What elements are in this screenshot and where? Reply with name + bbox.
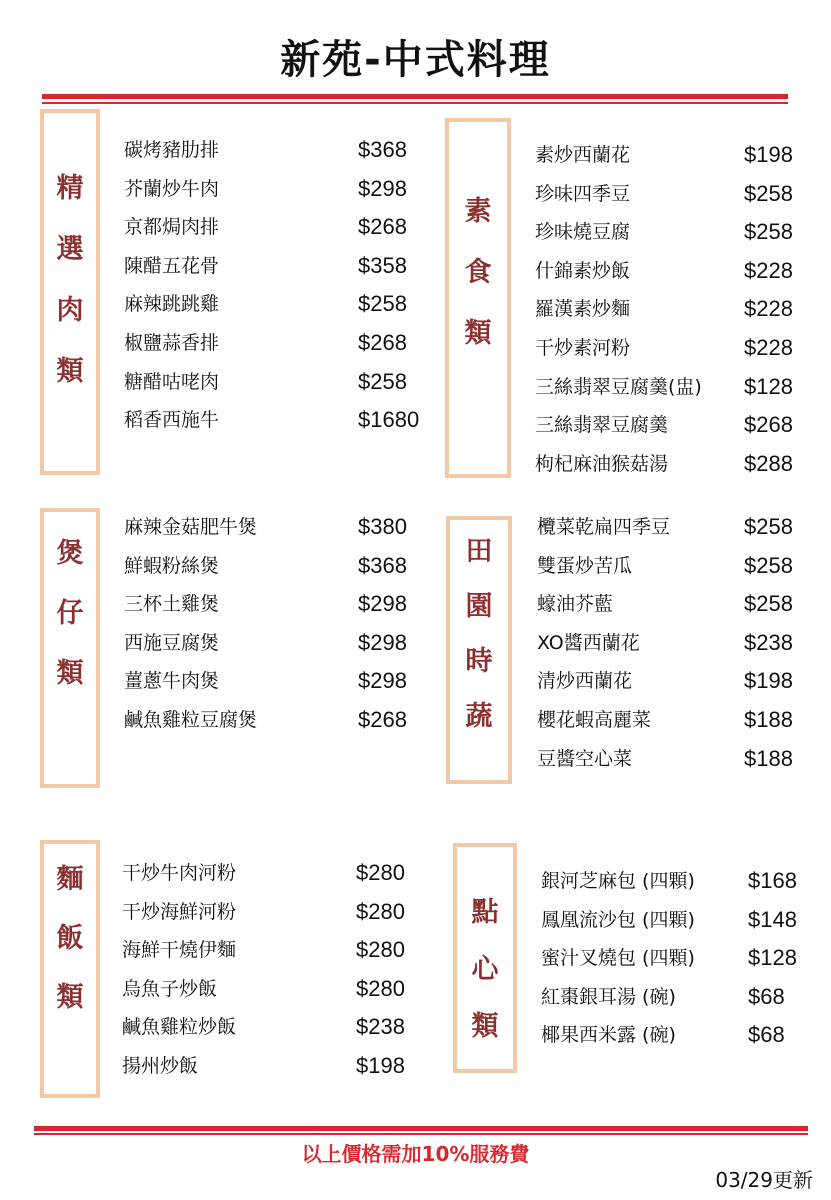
menu-item-name: 碳烤豬肋排 — [124, 139, 220, 161]
menu-item — [541, 866, 821, 896]
menu-item-name: 稻香西施牛 — [124, 409, 220, 432]
category-box-garden — [446, 516, 512, 784]
menu-item-name: 海鮮干燒伊麵 — [122, 939, 237, 962]
menu-item-price: $1680 — [358, 407, 420, 433]
category-char: 飯 — [56, 923, 84, 954]
menu-item-price: $238 — [744, 629, 793, 655]
category-char: 心 — [471, 954, 499, 985]
menu-item-price: $258 — [358, 291, 407, 317]
category-char: 食 — [464, 257, 492, 288]
category-char: 時 — [465, 646, 493, 677]
menu-item-name: 陳醋五花骨 — [124, 254, 220, 277]
menu-item-price: $198 — [744, 142, 793, 167]
menu-item-price: $280 — [356, 898, 405, 924]
menu-item-name: 干炒素河粉 — [535, 337, 631, 359]
category-box-noodles — [40, 840, 100, 1098]
category-char: 選 — [56, 234, 84, 265]
top-divider-thick — [42, 94, 788, 99]
category-char: 類 — [56, 658, 84, 689]
menu-item-price: $368 — [358, 137, 407, 162]
menu-item-price: $298 — [358, 175, 407, 201]
category-char: 肉 — [56, 295, 84, 326]
menu-item-name: 鳳凰流沙包 (四顆) — [541, 908, 695, 931]
bottom-divider-thin — [34, 1133, 808, 1135]
menu-item-price: $380 — [358, 514, 407, 539]
menu-item — [541, 905, 821, 935]
menu-item-price: $258 — [744, 591, 793, 617]
menu-item-name: 雙蛋炒苦瓜 — [537, 554, 633, 577]
menu-item — [541, 982, 821, 1012]
category-char: 類 — [464, 318, 492, 349]
menu-item-price: $258 — [744, 514, 793, 539]
menu-item-price: $228 — [744, 296, 793, 322]
menu-item — [535, 333, 821, 363]
bottom-divider-thick — [34, 1126, 808, 1131]
menu-item-price: $238 — [356, 1014, 405, 1040]
menu-item-price: $288 — [744, 450, 793, 476]
service-charge-note: 以上價格需加10%服務費 — [301, 1142, 530, 1166]
menu-item-price: $298 — [358, 591, 407, 617]
menu-item-price: $128 — [744, 373, 793, 399]
menu-item — [537, 512, 821, 542]
category-char: 煲 — [56, 538, 84, 569]
menu-item-price: $228 — [744, 257, 793, 283]
menu-item-name: 糖醋咕咾肉 — [124, 370, 220, 393]
menu-item-name: 紅棗銀耳湯 (碗) — [541, 985, 676, 1008]
menu-item-name: 櫻花蝦高麗菜 — [537, 709, 652, 731]
menu-item-name: 清炒西蘭花 — [537, 670, 633, 693]
category-char: 素 — [464, 196, 492, 227]
menu-item — [537, 551, 821, 581]
menu-item-price: $268 — [358, 214, 407, 240]
menu-item-price: $268 — [358, 330, 407, 355]
category-char: 園 — [465, 591, 493, 622]
menu-item-name: 干炒牛肉河粉 — [122, 862, 237, 884]
menu-item-name: 三絲翡翠豆腐羹 — [535, 414, 669, 437]
menu-item-name: 鮮蝦粉絲煲 — [124, 554, 220, 577]
menu-item-price: $368 — [358, 552, 407, 578]
menu-item-name: 珍味四季豆 — [535, 182, 631, 205]
category-char: 仔 — [56, 598, 84, 629]
menu-item-price: $168 — [748, 868, 797, 893]
menu-item-name: 枸杞麻油猴菇湯 — [535, 452, 669, 475]
menu-item — [537, 744, 821, 774]
menu-item-name: 三絲翡翠豆腐羹(盅) — [535, 375, 702, 398]
menu-title: 新苑-中式料理 — [280, 37, 551, 83]
menu-item — [541, 1020, 821, 1050]
menu-item — [535, 217, 821, 247]
top-divider-thin — [42, 102, 788, 104]
menu-item — [535, 410, 821, 440]
menu-item-price: $198 — [356, 1053, 405, 1078]
menu-item-name: 麻辣金菇肥牛煲 — [124, 516, 258, 538]
menu-item-name: 素炒西蘭花 — [535, 144, 631, 166]
category-box-meat — [40, 109, 100, 475]
menu-item-price: $188 — [744, 745, 793, 771]
category-char: 點 — [471, 897, 499, 928]
menu-item-price: $268 — [744, 412, 793, 438]
category-box-dimsum — [453, 843, 517, 1073]
menu-item-name: 珍味燒豆腐 — [535, 221, 631, 244]
category-char: 麵 — [56, 864, 84, 895]
menu-item-price: $258 — [358, 368, 407, 394]
menu-item — [541, 943, 821, 973]
menu-item-name: 椒鹽蒜香排 — [124, 332, 220, 354]
menu-item-price: $298 — [358, 668, 407, 694]
menu-item-price: $128 — [748, 945, 797, 971]
menu-item-price: $268 — [358, 707, 407, 732]
category-char: 類 — [56, 356, 84, 387]
menu-item-name: 蠔油芥藍 — [537, 593, 614, 616]
menu-item-price: $258 — [744, 219, 793, 245]
menu-item-name: 豆醬空心菜 — [537, 747, 633, 770]
menu-item-name: 什錦素炒飯 — [535, 259, 631, 282]
menu-item — [535, 256, 821, 286]
category-char: 類 — [56, 982, 84, 1013]
menu-item-name: 鹹魚雞粒炒飯 — [122, 1016, 237, 1039]
menu-item — [535, 140, 821, 170]
menu-item-name: 烏魚子炒飯 — [122, 977, 218, 1000]
menu-item-name: 羅漢素炒麵 — [535, 298, 631, 321]
menu-item-name: 京都焗肉排 — [124, 216, 220, 239]
menu-item — [535, 294, 821, 324]
menu-item-name: 薑蔥牛肉煲 — [124, 670, 220, 693]
menu-item-name: XO醬西蘭花 — [537, 631, 640, 654]
menu-item-name: 干炒海鮮河粉 — [122, 900, 237, 923]
menu-item-price: $68 — [748, 983, 785, 1009]
menu-item-price: $298 — [358, 629, 407, 655]
category-box-claypot — [40, 508, 100, 788]
menu-item-price: $280 — [356, 975, 405, 1001]
menu-item-name: 揚州炒飯 — [122, 1055, 199, 1077]
menu-item-name: 椰果西米露 (碗) — [541, 1024, 676, 1047]
menu-item-price: $228 — [744, 335, 793, 360]
menu-item-name: 麻辣跳跳雞 — [124, 293, 220, 316]
menu-item-price: $68 — [748, 1022, 785, 1048]
menu-item — [535, 449, 821, 479]
menu-item-price: $280 — [356, 860, 405, 885]
menu-item-price: $148 — [748, 906, 797, 932]
menu-item — [535, 179, 821, 209]
menu-item-name: 三杯土雞煲 — [124, 593, 220, 616]
menu-item-name: 芥蘭炒牛肉 — [124, 177, 220, 200]
menu-item — [537, 705, 821, 735]
category-char: 精 — [56, 173, 84, 204]
category-box-vegetarian — [445, 118, 511, 478]
menu-item — [535, 372, 821, 402]
category-char: 蔬 — [465, 701, 493, 732]
menu-item — [537, 666, 821, 696]
menu-item-name: 西施豆腐煲 — [124, 631, 220, 654]
category-char: 田 — [465, 536, 493, 567]
menu-item-price: $258 — [744, 180, 793, 206]
update-date: 03/29更新 — [715, 1168, 813, 1192]
menu-item-name: 鹹魚雞粒豆腐煲 — [124, 709, 258, 731]
menu-item-price: $258 — [744, 552, 793, 578]
menu-item — [537, 628, 821, 658]
menu-item-name: 蜜汁叉燒包 (四顆) — [541, 947, 695, 970]
menu-item-name: 銀河芝麻包 (四顆) — [541, 870, 695, 892]
menu-item-price: $358 — [358, 252, 407, 278]
menu-item — [537, 589, 821, 619]
menu-item-price: $198 — [744, 668, 793, 694]
category-char: 類 — [471, 1011, 499, 1042]
menu-item-price: $280 — [356, 937, 405, 963]
menu-item-name: 欖菜乾扁四季豆 — [537, 516, 671, 538]
menu-item-price: $188 — [744, 707, 793, 732]
